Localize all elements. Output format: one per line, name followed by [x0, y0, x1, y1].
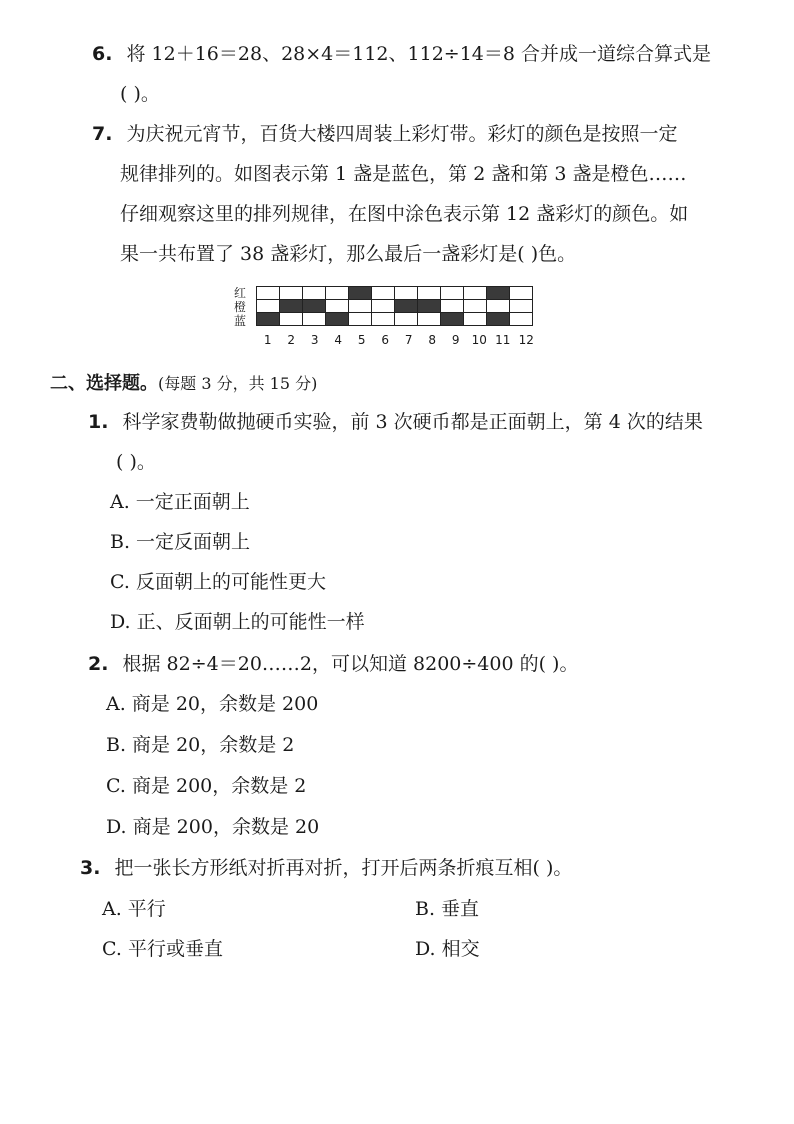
- c3-number: 3.: [80, 857, 101, 879]
- q6-number: 6.: [92, 43, 113, 65]
- lantern-column-number: 7: [404, 333, 413, 347]
- lantern-grid[interactable]: [256, 286, 533, 326]
- c2-number: 2.: [88, 653, 109, 675]
- lantern-column-number: 2: [287, 333, 296, 347]
- lantern-cell-red-11[interactable]: [487, 287, 510, 300]
- c1-answer-blank[interactable]: ( )。: [116, 451, 156, 473]
- lantern-cell-red-3[interactable]: [303, 287, 326, 300]
- c2-option-a[interactable]: A. 商是 20，余数是 200: [106, 693, 319, 715]
- c3-option-d[interactable]: D. 相交: [415, 938, 480, 960]
- lantern-column-numbers: [256, 333, 538, 347]
- c1-option-d[interactable]: D. 正、反面朝上的可能性一样: [110, 611, 365, 633]
- lantern-cell-orange-1[interactable]: [257, 300, 280, 313]
- c2-option-d[interactable]: D. 商是 200，余数是 20: [106, 816, 320, 838]
- c3-line1: [80, 856, 572, 880]
- q6-answer-blank[interactable]: ( )。: [120, 83, 160, 105]
- lantern-cell-blue-10[interactable]: [464, 313, 487, 326]
- lantern-cell-orange-2[interactable]: [280, 300, 303, 313]
- lantern-cell-blue-5[interactable]: [349, 313, 372, 326]
- c3-option-c[interactable]: C. 平行或垂直: [102, 938, 223, 960]
- lantern-cell-red-10[interactable]: [464, 287, 487, 300]
- lantern-cell-blue-1[interactable]: [257, 313, 280, 326]
- lantern-cell-red-2[interactable]: [280, 287, 303, 300]
- lantern-cell-red-9[interactable]: [441, 287, 464, 300]
- lantern-cell-red-12[interactable]: [510, 287, 533, 300]
- c1-number: 1.: [88, 411, 109, 433]
- lantern-grid-figure: [232, 286, 552, 348]
- section-2-title: 二、选择题。: [50, 373, 158, 394]
- c3-option-a[interactable]: A. 平行: [102, 898, 166, 920]
- lantern-row-orange: [257, 300, 533, 313]
- lantern-cell-blue-8[interactable]: [418, 313, 441, 326]
- lantern-column-number: 6: [381, 333, 390, 347]
- c2-option-b[interactable]: B. 商是 20，余数是 2: [106, 734, 295, 756]
- c1-option-c[interactable]: C. 反面朝上的可能性更大: [110, 571, 326, 593]
- section-2-heading: [50, 372, 317, 396]
- lantern-cell-orange-4[interactable]: [326, 300, 349, 313]
- lantern-column-number: 3: [310, 333, 319, 347]
- lantern-cell-red-5[interactable]: [349, 287, 372, 300]
- section-2-note: (每题 3 分，共 15 分): [158, 374, 318, 393]
- lantern-row-red: [257, 287, 533, 300]
- lantern-cell-orange-10[interactable]: [464, 300, 487, 313]
- c1-line1: [88, 410, 703, 434]
- lantern-cell-red-8[interactable]: [418, 287, 441, 300]
- lantern-cell-blue-2[interactable]: [280, 313, 303, 326]
- lantern-cell-red-1[interactable]: [257, 287, 280, 300]
- c3-text-line1: 把一张长方形纸对折再对折，打开后两条折痕互相( )。: [114, 857, 573, 879]
- row-label-orange: 橙: [234, 300, 247, 314]
- c1-option-b[interactable]: B. 一定反面朝上: [110, 531, 251, 553]
- row-label-blue: 蓝: [234, 314, 247, 328]
- lantern-row-labels: [234, 286, 256, 328]
- lantern-cell-red-4[interactable]: [326, 287, 349, 300]
- c2-line1: [88, 652, 578, 676]
- q7-line1: [92, 122, 678, 146]
- lantern-column-number: 8: [428, 333, 437, 347]
- c1-text-line1: 科学家费勒做抛硬币实验，前 3 次硬币都是正面朝上，第 4 次的结果: [122, 411, 703, 433]
- lantern-cell-red-7[interactable]: [395, 287, 418, 300]
- lantern-row-blue: [257, 313, 533, 326]
- q7-text-line3: 仔细观察这里的排列规律，在图中涂色表示第 12 盏彩灯的颜色。如: [120, 203, 689, 225]
- lantern-cell-orange-9[interactable]: [441, 300, 464, 313]
- lantern-cell-blue-9[interactable]: [441, 313, 464, 326]
- lantern-column-number: 10: [471, 333, 487, 347]
- lantern-column-number: 9: [451, 333, 460, 347]
- q7-number: 7.: [92, 123, 113, 145]
- q7-text-line2: 规律排列的。如图表示第 1 盏是蓝色，第 2 盏和第 3 盏是橙色……: [120, 163, 687, 185]
- lantern-cell-orange-3[interactable]: [303, 300, 326, 313]
- row-label-red: 红: [234, 286, 247, 300]
- lantern-column-number: 11: [495, 333, 511, 347]
- lantern-cell-blue-11[interactable]: [487, 313, 510, 326]
- lantern-cell-red-6[interactable]: [372, 287, 395, 300]
- lantern-cell-orange-11[interactable]: [487, 300, 510, 313]
- q7-text-line1: 为庆祝元宵节，百货大楼四周装上彩灯带。彩灯的颜色是按照一定: [126, 123, 678, 145]
- lantern-cell-blue-6[interactable]: [372, 313, 395, 326]
- c1-option-a[interactable]: A. 一定正面朝上: [110, 491, 250, 513]
- lantern-cell-blue-7[interactable]: [395, 313, 418, 326]
- c3-option-b[interactable]: B. 垂直: [415, 898, 480, 920]
- lantern-cell-blue-3[interactable]: [303, 313, 326, 326]
- lantern-column-number: 12: [518, 333, 534, 347]
- lantern-cell-blue-4[interactable]: [326, 313, 349, 326]
- c2-option-c[interactable]: C. 商是 200，余数是 2: [106, 775, 307, 797]
- lantern-cell-orange-8[interactable]: [418, 300, 441, 313]
- q6-line1: [92, 42, 711, 66]
- q6-text-line1: 将 12＋16＝28、28×4＝112、112÷14＝8 合并成一道综合算式是: [126, 43, 712, 65]
- lantern-cell-orange-12[interactable]: [510, 300, 533, 313]
- lantern-cell-orange-7[interactable]: [395, 300, 418, 313]
- lantern-cell-blue-12[interactable]: [510, 313, 533, 326]
- q7-text-line4: 果一共布置了 38 盏彩灯，那么最后一盏彩灯是( )色。: [120, 243, 577, 265]
- lantern-cell-orange-6[interactable]: [372, 300, 395, 313]
- lantern-cell-orange-5[interactable]: [349, 300, 372, 313]
- lantern-column-number: 1: [263, 333, 272, 347]
- lantern-column-number: 5: [357, 333, 366, 347]
- c2-text-line1: 根据 82÷4＝20……2，可以知道 8200÷400 的( )。: [122, 653, 579, 675]
- lantern-column-number: 4: [334, 333, 343, 347]
